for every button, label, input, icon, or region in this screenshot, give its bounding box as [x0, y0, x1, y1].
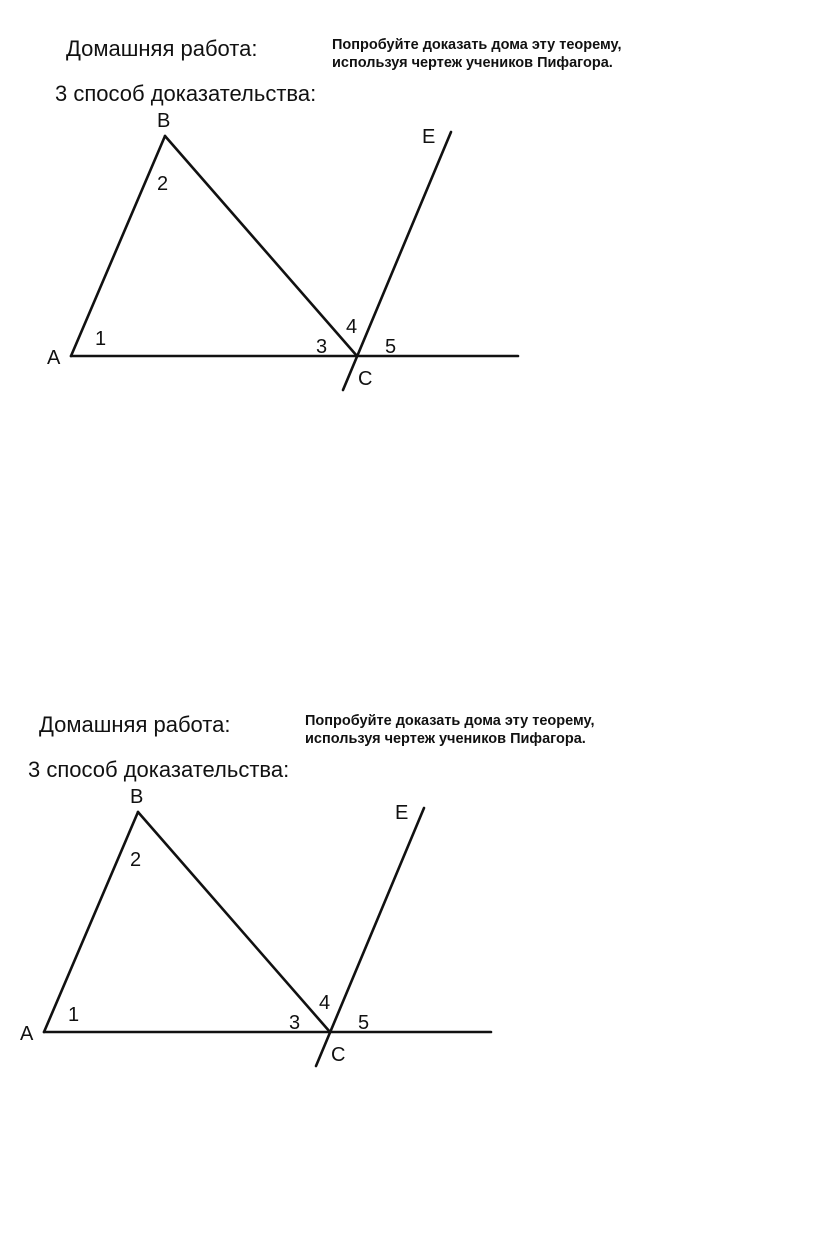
angle-label-4: 4 [346, 316, 358, 338]
angle-label-3: 3 [316, 336, 328, 358]
homework-heading: Домашняя работа: [39, 712, 231, 737]
angle-label-1: 1 [95, 328, 107, 350]
homework-note-line-1: Попробуйте доказать дома эту теорему, [305, 713, 595, 729]
line-ce [343, 132, 451, 390]
angle-label-5: 5 [358, 1012, 370, 1034]
triangle-diagram [0, 0, 816, 400]
vertex-label-a: A [20, 1023, 34, 1045]
vertex-label-c: C [331, 1044, 346, 1066]
angle-label-2: 2 [130, 849, 142, 871]
homework-block-2 [0, 676, 789, 1076]
homework-note-line-2: используя чертеж учеников Пифагора. [305, 731, 586, 747]
side-ab [44, 812, 138, 1032]
proof-method-title: 3 способ доказательства: [55, 81, 317, 106]
proof-method-title: 3 способ доказательства: [28, 757, 290, 782]
angle-label-5: 5 [385, 336, 397, 358]
vertex-label-b: B [130, 786, 144, 808]
angle-label-1: 1 [68, 1004, 80, 1026]
angle-label-4: 4 [319, 992, 331, 1014]
homework-heading: Домашняя работа: [66, 36, 258, 61]
vertex-label-c: C [358, 368, 373, 390]
triangle-diagram [0, 676, 789, 1076]
homework-note-line-2: используя чертеж учеников Пифагора. [332, 55, 613, 71]
homework-block-1 [0, 0, 816, 400]
vertex-label-a: A [47, 347, 61, 369]
vertex-label-b: B [157, 110, 171, 132]
side-bc [138, 812, 330, 1032]
side-bc [165, 136, 357, 356]
angle-label-2: 2 [157, 173, 169, 195]
homework-note-line-1: Попробуйте доказать дома эту теорему, [332, 37, 622, 53]
line-ce [316, 808, 424, 1066]
angle-label-3: 3 [289, 1012, 301, 1034]
side-ab [71, 136, 165, 356]
vertex-label-e: E [422, 126, 436, 148]
vertex-label-e: E [395, 802, 409, 824]
